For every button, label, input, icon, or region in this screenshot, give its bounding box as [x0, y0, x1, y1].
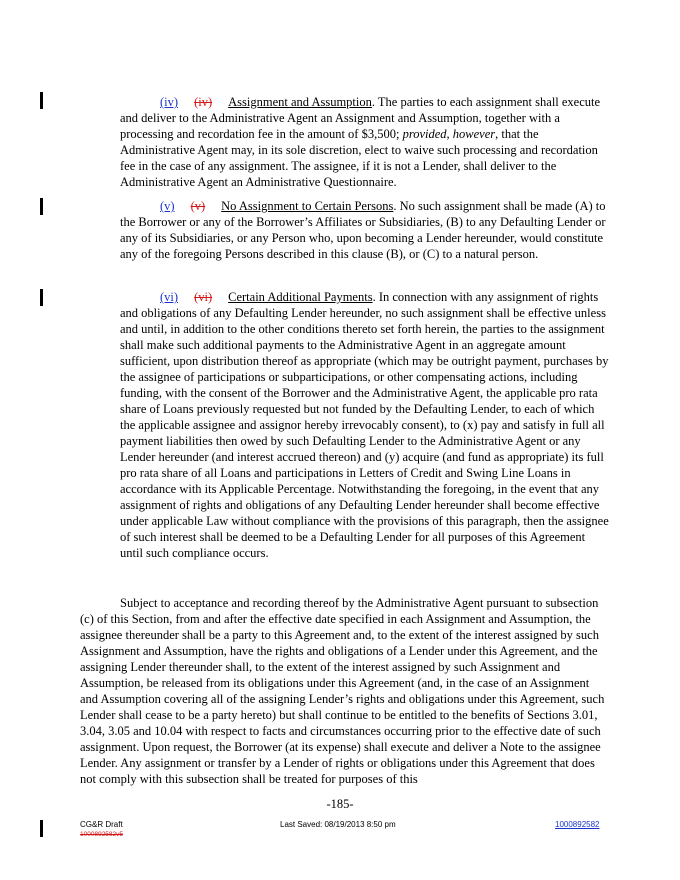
italic-term: provided [402, 127, 447, 141]
footer-document-id: 1000892582 [555, 820, 600, 829]
section-text: , [446, 127, 453, 141]
section-text: . The parties to each assignment shall execute and deliver to the Administrative Agent an Assignment and Assumption, together with a processing and recordation fee in the amount of $3,500; [120, 95, 601, 141]
section-heading: Certain Additional Payments [228, 290, 373, 304]
old-document-id: 1000892582v5 [80, 831, 124, 838]
page-number: -185- [326, 797, 354, 811]
closing-paragraph: Subject to acceptance and recording thereof by the Administrative Agent pursuant to subsection (c) of this Section, from and after the effective date specified in each Assignment and Assumption, the assignee thereunder shall be a party to this Agreement and, to the extent of the interest assigned by such Assignment and Assumption, have the rights and obligations of a Lender under this Agreement, and the assigning Lender thereunder shall, to the extent of the interest assigned by such Assignment and Assumption, be released from its obligations under this Agreement (and, in the case of an Assignment and Assumption covering all of the assigning Lender’s rights and obligations under this Agreement, such Lender shall cease to be a party hereto) but shall continue to be entitled to the benefits of Sections 3.01, 3.04, 3.05 and 10.04 with respect to facts and circumstances occurring prior to the effective date of such assignment. Upon request, the Borrower (at its expense) shall execute and deliver a Note to the assignee Lender. Any assignment or transfer by a Lender of rights or obligations under this Agreement that does not comply with this subsection shall be treated for purposes of this [80, 596, 605, 786]
section-text: , that the Administrative Agent may, in its sole discretion, elect to waive such processing and recordation fee in the case of any assignment. The assignee, if it is not a Lender, shall deliver to the Administrative Agent an Administrative Questionnaire. [120, 127, 598, 189]
change-bar [40, 820, 43, 837]
section-number-deleted: (iv) [194, 95, 213, 109]
section-vi [80, 289, 610, 561]
section-iv [80, 94, 610, 190]
footer-draft-label [80, 820, 123, 840]
section-number-inserted: (v) [160, 199, 175, 213]
section-number-deleted: (vi) [194, 290, 213, 304]
section-heading: Assignment and Assumption [228, 95, 372, 109]
change-bar [40, 289, 43, 306]
section-text: . No such assignment shall be made (A) to the Borrower or any of the Borrower’s Affiliates or Subsidiaries, (B) to any Defaulting Lender or any of its Subsidiaries, or any Person who, upon becoming a Lender hereunder, would constitute any of the foregoing Persons described in this clause (B), or (C) to a natural person. [120, 199, 606, 261]
section-heading: No Assignment to Certain Persons [221, 199, 394, 213]
draft-label: CG&R Draft [80, 820, 123, 829]
section-text: . In connection with any assignment of rights and obligations of any Defaulting Lender hereunder, no such assignment shall be effective unless and until, in addition to the other conditions thereto set forth herein, the parties to the assignment shall make such additional payments to the Administrative Agent in an aggregate amount sufficient, upon distribution thereof as appropriate (which may be outright payment, purchases by the assignee of participations or subparticipations, or other compensating actions, including funding, with the consent of the Borrower and the Administrative Agent, the applicable pro rata share of Loans previously requested but not funded by the Defaulting Lender, to each of which the applicable assignee and assignor hereby irrevocably consent), to (x) pay and satisfy in full all payment liabilities then owed by such Defaulting Lender to the Administrative Agent or any Lender hereunder (and interest accrued thereon) and (y) acquire (and fund as appropriate) its full pro rata share of all Loans and participations in Letters of Credit and Swing Line Loans in accordance with its Applicable Percentage. Notwithstanding the foregoing, in the event that any assignment of rights and obligations of any Defaulting Lender hereunder shall become effective under applicable Law without compliance with the provisions of this paragraph, then the assignee of such interest shall be deemed to be a Defaulting Lender for all purposes of this Agreement until such compliance occurs. [120, 290, 609, 560]
section-v [80, 198, 610, 262]
change-bar [40, 198, 43, 215]
section-number-inserted: (iv) [160, 95, 179, 109]
section-number-deleted: (v) [190, 199, 206, 213]
section-number-inserted: (vi) [160, 290, 179, 304]
change-bar [40, 92, 43, 109]
footer-last-saved: Last Saved: 08/19/2013 8:50 pm [280, 820, 396, 829]
italic-term: however [452, 127, 496, 141]
